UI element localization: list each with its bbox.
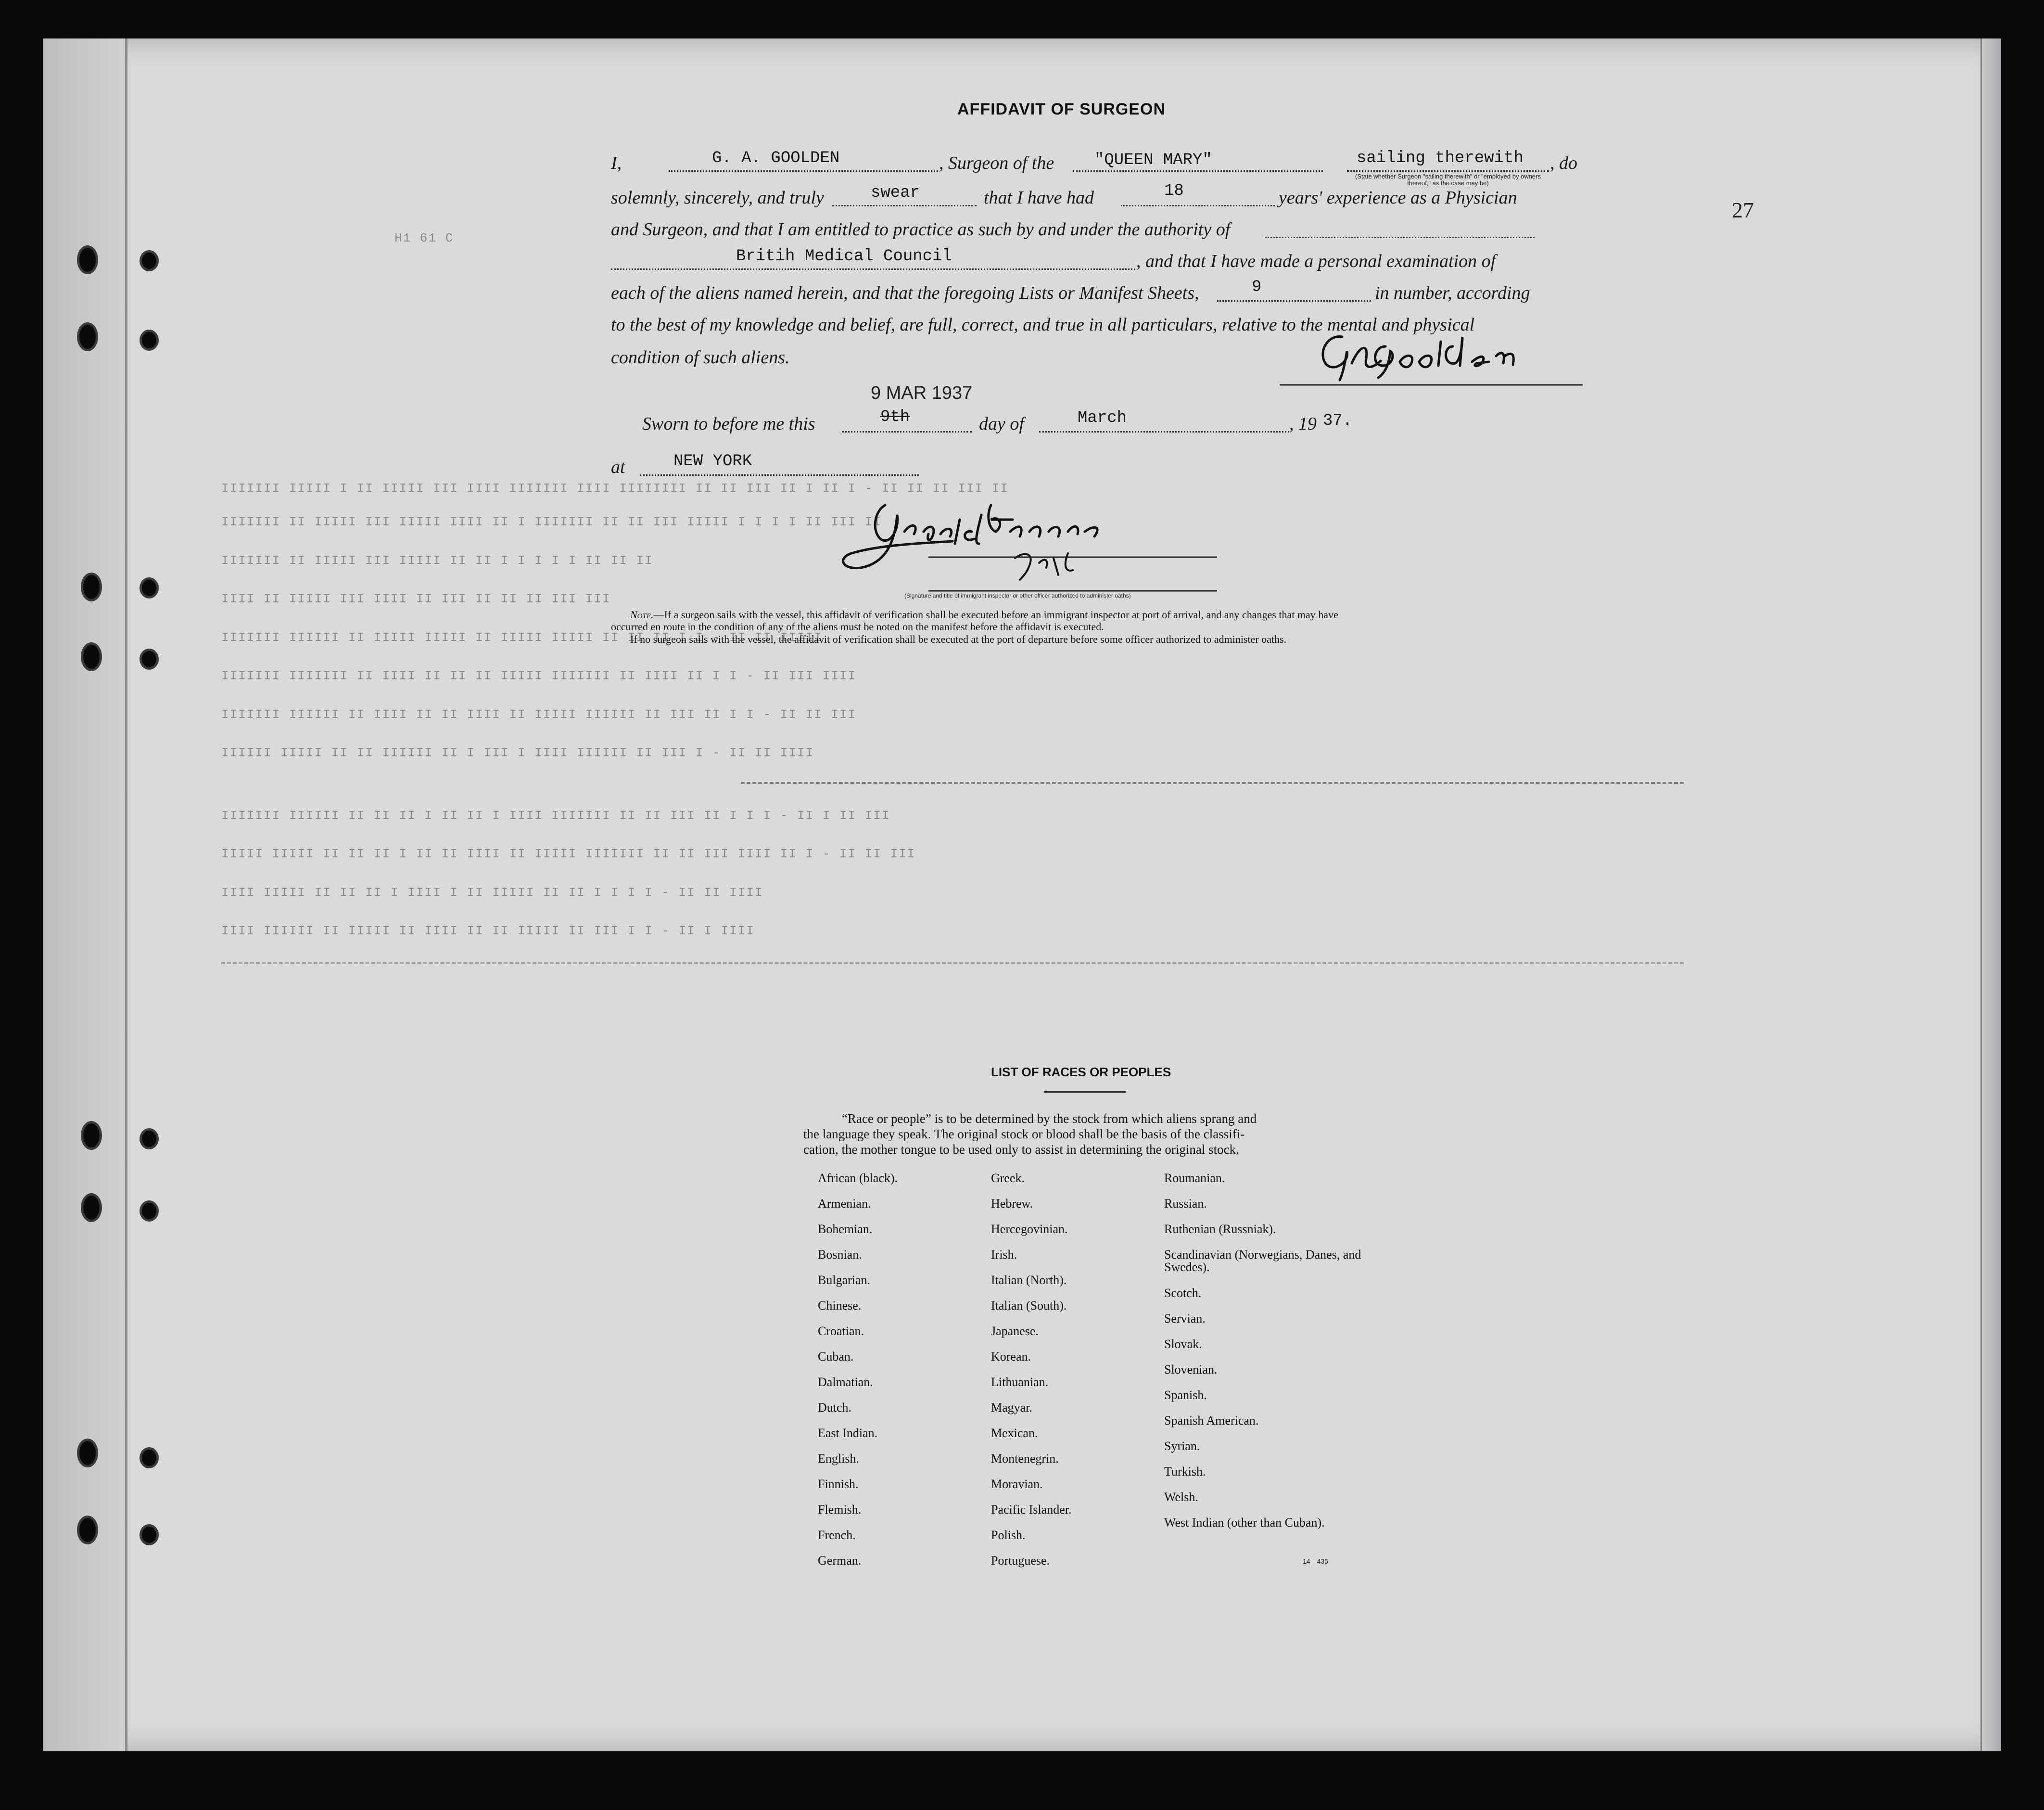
race-item: Ruthenian (Russniak).: [1164, 1222, 1276, 1236]
surgeon-status: sailing therewith: [1357, 149, 1523, 167]
place-line: [640, 474, 919, 476]
status-note: (State whether Surgeon "sailing therewith" or "employed by owners thereof," as the case may be): [1355, 173, 1541, 187]
years-experience: 18: [1164, 182, 1184, 200]
race-item: Korean.: [991, 1350, 1031, 1364]
race-item: Scandinavian (Norwegians, Danes, and Swedes).: [1164, 1248, 1361, 1274]
binder-hole: [140, 250, 159, 271]
note-line1: —If a surgeon sails with the vessel, this affidavit of verification shall be executed before an immigrant inspector at port of arrival, and any changes that may have: [653, 609, 1338, 621]
vessel-name: "QUEEN MARY": [1094, 151, 1212, 169]
race-item: English.: [818, 1452, 859, 1466]
race-item: Hercegovinian.: [991, 1222, 1068, 1236]
at-label: at: [611, 457, 625, 477]
race-item: Dalmatian.: [818, 1375, 873, 1389]
line5-suffix: in number, according: [1375, 283, 1530, 303]
sworn-mid: day of: [979, 414, 1024, 434]
races-intro-line2: the language they speak. The original stock or blood shall be the basis of the classifi-: [803, 1126, 1245, 1141]
oath-line: [832, 205, 977, 206]
binder-hole: [140, 1447, 159, 1468]
race-item: Servian.: [1164, 1312, 1206, 1326]
signature-caption: (Signature and title of immigrant inspector or other officer authorized to administer oaths): [904, 592, 1131, 599]
race-item: Cuban.: [818, 1350, 854, 1364]
binder-hole: [140, 1200, 159, 1222]
race-item: Mexican.: [991, 1426, 1038, 1440]
race-item: Armenian.: [818, 1197, 871, 1211]
bleed-through-row: IIIIIII IIIIIII II IIII II II II IIIII IIIIIII II IIII II I I - II III IIII: [221, 669, 857, 683]
race-item: Croatian.: [818, 1324, 864, 1338]
race-item: Turkish.: [1164, 1465, 1206, 1479]
race-item: Italian (South).: [991, 1299, 1067, 1313]
race-item: West Indian (other than Cuban).: [1164, 1516, 1325, 1530]
bleed-through-row: IIIIIII II IIIII III IIIII IIII II I IIIIIII II II III IIIII I I I I II III II: [221, 515, 882, 529]
race-item: Slovak.: [1164, 1337, 1202, 1351]
binder-hole: [140, 330, 159, 351]
line2-suffix: years' experience as a Physician: [1279, 188, 1517, 208]
line2-mid: that I have had: [984, 188, 1094, 208]
line1-mid: , Surgeon of the: [939, 153, 1054, 173]
licensing-authority: Britih Medical Council: [736, 247, 952, 266]
race-item: Irish.: [991, 1248, 1017, 1262]
received-date-stamp: 9 MAR 1937: [871, 383, 973, 403]
bleed-through-row: IIIIII IIIII II II IIIIII II I III I IIII IIIIII II III I - II II IIII: [221, 746, 814, 760]
race-item: Lithuanian.: [991, 1375, 1049, 1389]
race-item: Italian (North).: [991, 1273, 1067, 1287]
race-item: Welsh.: [1164, 1490, 1198, 1504]
page-number: 27: [1732, 198, 1754, 222]
binder-hole: [77, 1439, 98, 1467]
race-item: Japanese.: [991, 1324, 1039, 1338]
note-line2: occurred en route in the condition of any of the aliens must be noted on the manifest before the affidavit is executed.: [611, 621, 1104, 633]
race-item: Syrian.: [1164, 1439, 1200, 1453]
races-intro-line1: “Race or people” is to be determined by the stock from which aliens sprang and: [842, 1111, 1257, 1126]
race-item: Flemish.: [818, 1503, 862, 1517]
race-item: Bulgarian.: [818, 1273, 871, 1287]
sworn-year-prefix: , 19: [1289, 414, 1317, 434]
day-line: [842, 431, 972, 433]
surgeon-signature: [1270, 318, 1587, 390]
bleed-through-row: IIIII IIIII II II II I II II IIII II IIIII IIIIIII II II III IIII II I - II II III: [221, 847, 916, 861]
races-column-1: [818, 1172, 898, 1580]
sworn-day: 9th: [880, 408, 910, 426]
side-mark: H1 61 C: [394, 231, 454, 245]
line2-prefix: solemnly, sincerely, and truly: [611, 188, 824, 208]
inspector-title: [1063, 558, 1064, 559]
binding-strip: [43, 38, 127, 1751]
inspector-signature: [832, 486, 1227, 597]
race-item: Montenegrin.: [991, 1452, 1059, 1466]
binder-hole: [140, 577, 159, 599]
authority-line: [611, 268, 1135, 270]
bleed-through-row: IIIIIII IIIIII II II II I II II I IIII IIIIIII II II III II I I I - II I II III: [221, 808, 890, 823]
vessel-line: [1073, 170, 1323, 172]
bleed-through-row: IIIIIII IIIIII II IIIII IIIII II IIIII IIIII II II II I I - II II IIIII: [221, 630, 823, 645]
race-item: Dutch.: [818, 1401, 852, 1415]
authority-line-top: [1265, 237, 1535, 238]
binder-hole: [140, 649, 159, 670]
race-item: Bohemian.: [818, 1222, 873, 1236]
race-item: Scotch.: [1164, 1286, 1202, 1300]
binder-hole: [81, 642, 102, 671]
bleed-through-row: IIIIIII II IIIII III IIIII II II I I I I I II II II: [221, 553, 653, 568]
race-item: Roumanian.: [1164, 1171, 1225, 1185]
month-line: [1039, 431, 1289, 433]
oath-word: swear: [871, 184, 920, 202]
race-item: Slovenian.: [1164, 1363, 1218, 1377]
races-intro: [803, 1111, 1400, 1158]
line6: to the best of my knowledge and belief, are full, correct, and true in all particulars, relative to the mental and physical: [611, 315, 1475, 335]
manifest-page: [43, 38, 2001, 1751]
affidavit-title: AFFIDAVIT OF SURGEON: [957, 100, 1166, 118]
note-line3: If no surgeon sails with the vessel, the affidavit of verification shall be executed at the port of departure before some officer authorized to administer oaths.: [630, 633, 1287, 645]
note-label: Note.: [630, 609, 654, 621]
form-number: 14—435: [1303, 1557, 1328, 1565]
surgeon-name-line: [669, 170, 938, 172]
years-line: [1121, 205, 1275, 206]
bleed-through-divider: [221, 962, 1684, 964]
binder-hole: [81, 1193, 102, 1222]
race-item: Spanish American.: [1164, 1414, 1259, 1428]
binder-hole: [140, 1524, 159, 1545]
binder-hole: [81, 573, 102, 601]
binder-hole: [140, 1128, 159, 1149]
race-item: African (black).: [818, 1171, 898, 1185]
binder-hole: [77, 245, 98, 274]
race-item: German.: [818, 1554, 862, 1568]
sworn-year: 37.: [1323, 412, 1353, 430]
verification-note: [611, 609, 1587, 645]
sheets-line: [1217, 300, 1371, 302]
bleed-through-row: IIII IIIIII II IIIII II IIII II II IIIII II III I I - II I IIII: [221, 924, 755, 938]
sworn-month: March: [1078, 409, 1127, 427]
sworn-place: NEW YORK: [673, 452, 752, 471]
race-item: East Indian.: [818, 1426, 878, 1440]
race-item: Portuguese.: [991, 1554, 1050, 1568]
status-line: [1347, 170, 1549, 172]
bleed-through-row: IIII II IIIII III IIII II III II II II III III: [221, 592, 611, 606]
line7: condition of such aliens.: [611, 347, 790, 368]
line4-suffix: , and that I have made a personal examination of: [1136, 251, 1496, 271]
race-item: Russian.: [1164, 1197, 1207, 1211]
line1-suffix: , do: [1550, 153, 1577, 173]
manifest-sheet-count: 9: [1252, 278, 1262, 296]
binder-hole: [77, 1516, 98, 1544]
races-title: LIST OF RACES OR PEOPLES: [991, 1065, 1171, 1079]
line1-prefix: I,: [611, 153, 622, 173]
race-item: Chinese.: [818, 1299, 862, 1313]
races-intro-line3: cation, the mother tongue to be used only to assist in determining the original stock.: [803, 1142, 1239, 1157]
line5-prefix: each of the aliens named herein, and that the foregoing Lists or Manifest Sheets,: [611, 283, 1199, 303]
race-item: Finnish.: [818, 1477, 859, 1491]
race-item: Spanish.: [1164, 1388, 1207, 1402]
binder-hole: [77, 322, 98, 351]
bleed-through-divider: [741, 782, 1684, 784]
page-edge: [1981, 38, 2001, 1751]
surgeon-name: G. A. GOOLDEN: [712, 149, 840, 167]
binder-hole: [81, 1121, 102, 1150]
races-title-rule: [1044, 1091, 1126, 1093]
race-item: Hebrew.: [991, 1197, 1033, 1211]
race-item: Magyar.: [991, 1401, 1032, 1415]
bleed-through-row: IIIIIII IIIII I II IIIII III IIII IIIIIII IIII IIIIIIII II II III II I II I - II II II III II: [221, 481, 1009, 496]
race-item: Moravian.: [991, 1477, 1043, 1491]
sworn-prefix: Sworn to before me this: [642, 414, 815, 434]
bleed-through-row: IIII IIIII II II II I IIII I II IIIII II II I I I I - II II IIII: [221, 885, 763, 900]
race-item: Bosnian.: [818, 1248, 862, 1262]
races-column-3: [1164, 1172, 1366, 1555]
line3: and Surgeon, and that I am entitled to practice as such by and under the authority of: [611, 219, 1231, 240]
bleed-through-row: IIIIIII IIIIII II IIII II II IIII II IIIII IIIIII II III II I I - II II III: [221, 707, 857, 722]
race-item: French.: [818, 1528, 856, 1542]
race-item: Pacific Islander.: [991, 1503, 1072, 1517]
races-column-2: [991, 1172, 1072, 1580]
race-item: Greek.: [991, 1171, 1025, 1185]
race-item: Polish.: [991, 1528, 1026, 1542]
